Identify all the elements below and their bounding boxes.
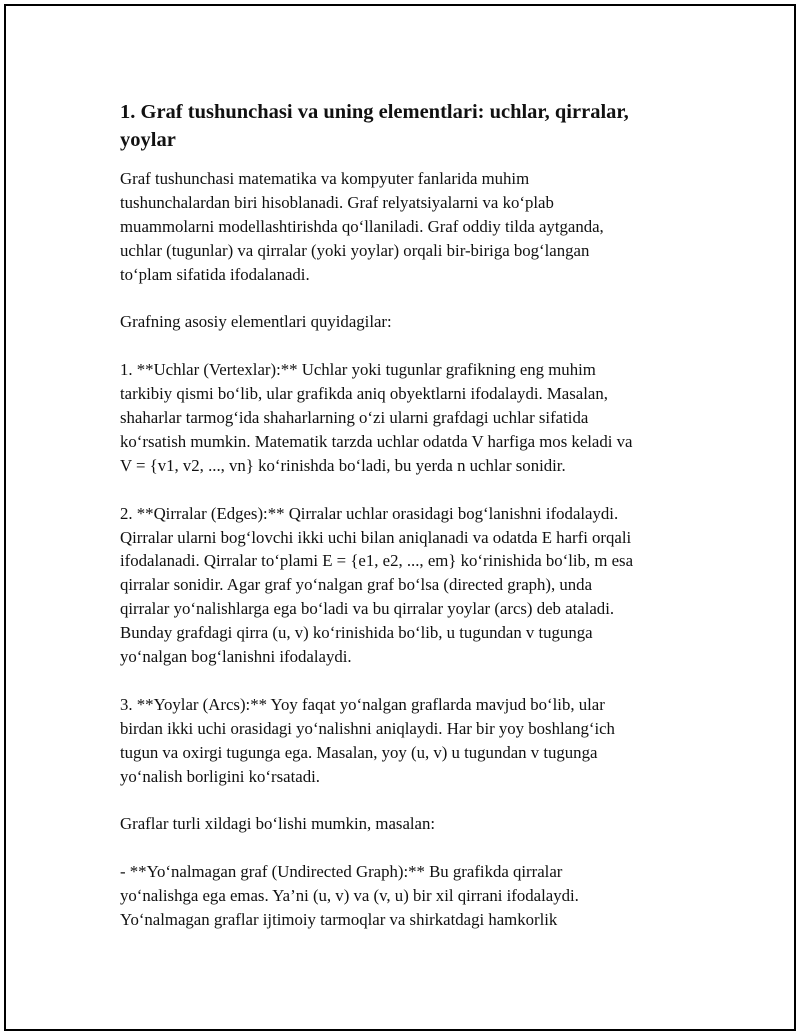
elements-intro-paragraph: [120, 310, 700, 334]
text-line: tushunchalardan biri hisoblanadi. Graf relyatsiyalarni va ko‘plab: [120, 192, 554, 212]
text-line: Yo‘nalmagan graflar ijtimoiy tarmoqlar va shirkatdagi hamkorlik: [120, 910, 558, 929]
graph-types-paragraph: [120, 812, 700, 836]
text-line: tarkibiy qismi bo‘lib, ular grafikda aniq obyektlarni ifodalaydi. Masalan,: [120, 384, 608, 404]
arcs-paragraph: [120, 693, 700, 789]
text-line: Graflar turli xildagi bo‘lishi mumkin, masalan:: [120, 814, 436, 834]
text-line: to‘plam sifatida ifodalanadi.: [120, 264, 310, 284]
text-line: Qirralar ularni bog‘lovchi ikki uchi bilan aniqlanadi va odatda E harfi orqali: [120, 527, 632, 547]
text-line: muammolarni modellashtirishda qo‘llaniladi. Graf oddiy tilda aytganda,: [120, 216, 604, 236]
undirected-graph-paragraph: [120, 860, 700, 932]
text-line: 2. **Qirralar (Edges):** Qirralar uchlar orasidagi bog‘lanishni ifodalaydi.: [120, 503, 619, 523]
document-body: [120, 98, 700, 956]
text-line: Bunday grafdagi qirra (u, v) ko‘rinishida bo‘lib, u tugundan v tugunga: [120, 623, 593, 643]
text-line: ko‘rsatish mumkin. Matematik tarzda uchlar odatda V harfiga mos keladi va: [120, 431, 633, 451]
title-line: 1. Graf tushunchasi va uning elementlari: uchlar, qirralar,: [120, 101, 629, 123]
title-line: yoylar: [120, 129, 176, 151]
text-line: qirralar yo‘nalishlarga ega bo‘ladi va bu qirralar yoylar (arcs) deb ataladi.: [120, 599, 615, 619]
text-line: tugun va oxirgi tugunga ega. Masalan, yoy (u, v) u tugundan v tugunga: [120, 742, 598, 762]
intro-paragraph: [120, 167, 700, 287]
text-line: qirralar sonidir. Agar graf yo‘nalgan graf bo‘lsa (directed graph), unda: [120, 575, 593, 595]
text-line: yo‘nalgan bog‘lanishni ifodalaydi.: [120, 647, 352, 667]
text-line: shaharlar tarmog‘ida shaharlarning o‘zi ularni grafdagi uchlar sifatida: [120, 408, 589, 428]
text-line: V = {v1, v2, ..., vn} ko‘rinishda bo‘ladi, bu yerda n uchlar sonidir.: [120, 455, 566, 475]
page-border: [4, 4, 796, 1031]
text-line: birdan ikki uchi orasidagi yo‘nalishni aniqlaydi. Har bir yoy boshlang‘ich: [120, 718, 615, 738]
edges-paragraph: [120, 502, 700, 669]
paragraph-list: [120, 167, 700, 932]
text-line: yo‘nalishga ega emas. Ya’ni (u, v) va (v, u) bir xil qirrani ifodalaydi.: [120, 886, 579, 906]
text-line: 1. **Uchlar (Vertexlar):** Uchlar yoki tugunlar grafikning eng muhim: [120, 360, 596, 380]
vertices-paragraph: [120, 358, 700, 478]
text-line: Grafning asosiy elementlari quyidagilar:: [120, 312, 392, 332]
text-line: Graf tushunchasi matematika va kompyuter fanlarida muhim: [120, 169, 530, 188]
document-title: [120, 98, 700, 154]
text-line: uchlar (tugunlar) va qirralar (yoki yoylar) orqali bir-biriga bog‘langan: [120, 240, 590, 260]
text-line: - **Yo‘nalmagan graf (Undirected Graph):** Bu grafikda qirralar: [120, 862, 563, 882]
text-line: ifodalanadi. Qirralar to‘plami E = {e1, e2, ..., em} ko‘rinishida bo‘lib, m esa: [120, 551, 634, 571]
text-line: yo‘nalish borligini ko‘rsatadi.: [120, 766, 320, 786]
text-line: 3. **Yoylar (Arcs):** Yoy faqat yo‘nalgan graflarda mavjud bo‘lib, ular: [120, 694, 605, 714]
